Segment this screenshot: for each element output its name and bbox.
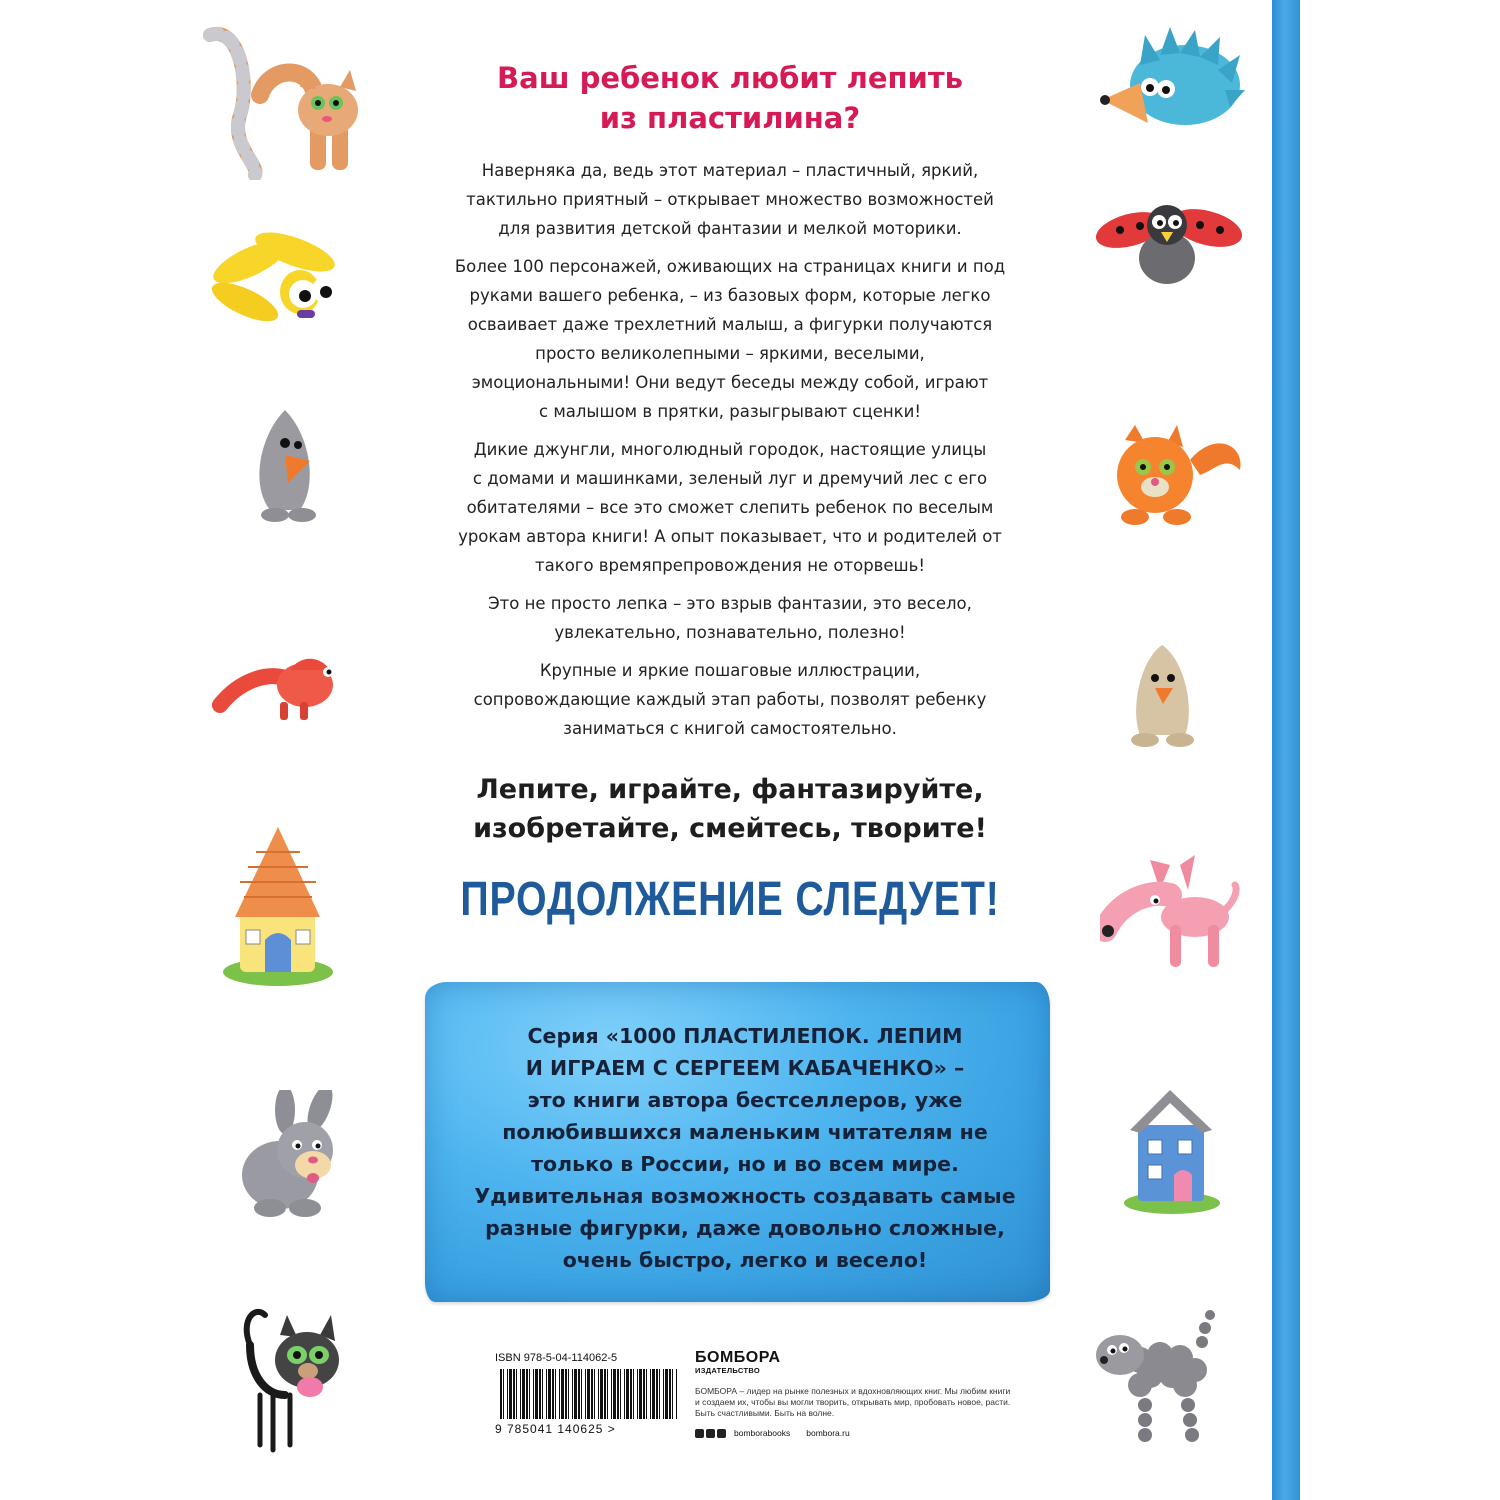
facebook-icon — [695, 1429, 704, 1438]
paragraph-2 — [420, 252, 1040, 426]
text-line: с домами и машинками, зеленый луг и дремучий лес с его — [472, 469, 988, 488]
publisher-logo: БОМБОРА — [695, 1349, 781, 1366]
bird-figure — [240, 405, 330, 525]
publisher-social — [695, 1427, 1015, 1439]
publisher-subtitle: ИЗДАТЕЛЬСТВО — [695, 1366, 760, 1375]
publisher-description: БОМБОРА – лидер на рынке полезных и вдохновляющих книг. Мы любим книги и создаем их, чтобы вы могли творить, открывать мир, пробовать новое, расти. Быть счастливыми. Быть на волне. — [695, 1386, 1011, 1418]
text-line: увлекательно, познавательно, полезно! — [554, 623, 906, 642]
text-line: руками вашего ребенка, – из базовых форм, которые легко — [469, 286, 991, 305]
text-line: для развития детской фантазии и мелкой моторики. — [498, 219, 962, 238]
text-line: урокам автора книги! А опыт показывает, что и родителей от — [458, 527, 1002, 546]
isbn-barcode — [495, 1352, 685, 1438]
text-line: Дикие джунгли, многолюдный городок, настоящие улицы — [473, 440, 987, 459]
series-line: разные фигурки, даже довольно сложные, — [485, 1216, 1005, 1240]
publisher-block — [695, 1349, 1015, 1439]
publisher-website[interactable]: bombora.ru — [806, 1428, 850, 1438]
chick-figure — [1125, 640, 1200, 750]
text-line: заниматься с книгой самостоятельно. — [563, 719, 897, 738]
text-line: эмоциональными! Они ведут беседы между собой, играют — [471, 373, 989, 392]
text-line: Это не просто лепка – это взрыв фантазии, это весело, — [488, 594, 972, 613]
barcode-bars — [500, 1369, 678, 1419]
cover-heading — [430, 58, 1030, 138]
vk-icon — [706, 1429, 715, 1438]
instagram-icon — [717, 1429, 726, 1438]
text-line: Наверняка да, ведь этот материал – пластичный, яркий, — [481, 161, 979, 180]
text-line: Более 100 персонажей, оживающих на страницах книги и под — [454, 257, 1006, 276]
pink-dog-figure — [1100, 855, 1240, 975]
bunny-figure — [235, 1090, 345, 1220]
to-be-continued-text: ПРОДОЛЖЕНИЕ СЛЕДУЕТ! — [460, 873, 1000, 926]
description-text — [420, 156, 1040, 752]
text-line: обитателями – все это сможет слепить ребенок по веселым — [466, 498, 994, 517]
heading-line-2: из пластилина? — [599, 101, 861, 135]
black-cat-figure — [235, 1305, 355, 1455]
cat-figure — [200, 25, 370, 180]
grey-lamb-figure — [1090, 1300, 1230, 1455]
cover-spine-strip — [1272, 0, 1300, 1500]
paragraph-3 — [420, 435, 1040, 580]
barcode-digits: 9 785041 140625 > — [495, 1422, 616, 1436]
paragraph-5 — [420, 656, 1040, 743]
text-line: тактильно приятный – открывает множество возможностей — [466, 190, 994, 209]
tagline-line-1: Лепите, играйте, фантазируйте, — [476, 774, 984, 805]
hedgehog-figure — [1100, 25, 1245, 140]
text-line: сопровождающие каждый этап работы, позволят ребенку — [473, 690, 987, 709]
series-line: Удивительная возможность создавать самые — [474, 1184, 1016, 1208]
tagline-line-2: изобретайте, смейтесь, творите! — [473, 813, 987, 844]
isbn-label: ISBN 978-5-04-114062-5 — [495, 1352, 618, 1364]
series-line: это книги автора бестселлеров, уже — [527, 1088, 963, 1112]
blue-house-figure — [1120, 1085, 1225, 1215]
paragraph-1 — [420, 156, 1040, 243]
heading-line-1: Ваш ребенок любит лепить — [497, 61, 963, 95]
text-line: с малышом в прятки, разыгрывают сценки! — [539, 402, 921, 421]
text-line: просто великолепными – яркими, веселыми, — [535, 344, 925, 363]
series-line: И ИГРАЕМ С СЕРГЕЕМ КАБАЧЕНКО» – — [525, 1056, 965, 1080]
house-figure — [220, 822, 335, 992]
series-line: полюбившихся маленьким читателям не — [502, 1120, 988, 1144]
social-handle[interactable]: bomborabooks — [734, 1428, 791, 1438]
series-line: Серия «1000 ПЛАСТИЛЕПОК. ЛЕПИМ — [527, 1024, 963, 1048]
tagline — [400, 770, 1060, 848]
social-icons — [695, 1429, 726, 1438]
text-line: такого времяпрепровождения не оторвешь! — [535, 556, 925, 575]
ladybug-figure — [1095, 200, 1245, 290]
text-line: Крупные и яркие пошаговые иллюстрации, — [539, 661, 921, 680]
paragraph-4 — [420, 589, 1040, 647]
crayfish-figure — [210, 650, 350, 725]
series-line: только в России, но и во всем мире. — [531, 1152, 959, 1176]
dragonfly-figure — [205, 222, 340, 347]
text-line: осваивает даже трехлетний малыш, а фигурки получаются — [467, 315, 993, 334]
series-description — [455, 1020, 1035, 1276]
orange-cat-figure — [1105, 425, 1245, 530]
series-line: очень быстро, легко и весело! — [562, 1248, 928, 1272]
